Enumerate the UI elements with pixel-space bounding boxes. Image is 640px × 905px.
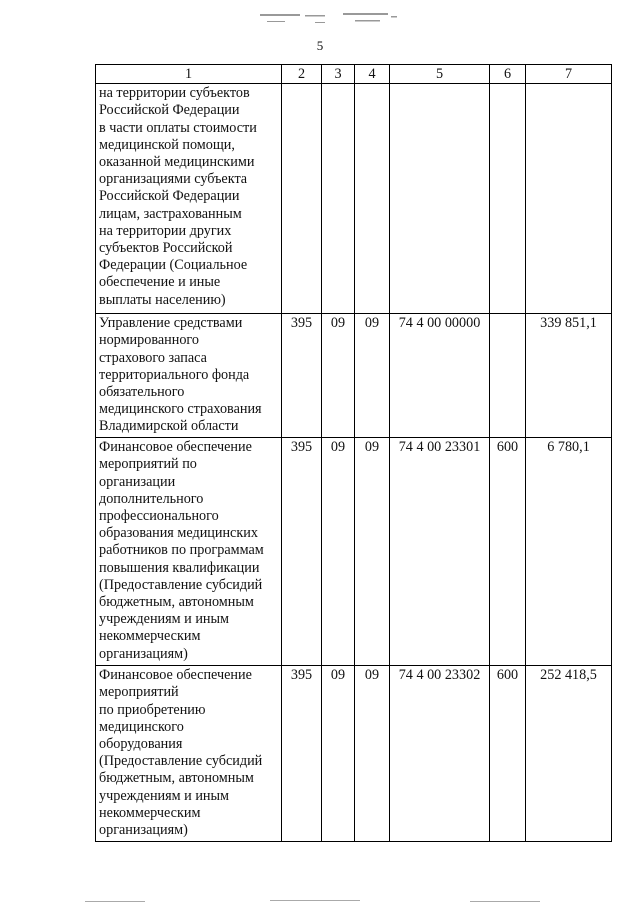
description-line: на территории других (99, 222, 232, 239)
cell-admin-code: 395 (282, 438, 322, 666)
description-line: организациями субъекта (99, 171, 248, 188)
description-line: организации (99, 473, 176, 490)
cell-target-article: 74 4 00 00000 (390, 314, 490, 438)
cell-admin-code: 395 (282, 666, 322, 842)
cell-subsection: 09 (355, 666, 390, 842)
description-line: мероприятий по (99, 456, 197, 473)
cell-expense-type: 600 (490, 666, 526, 842)
description-line: выплаты населению) (99, 291, 226, 308)
description-line: (Предоставление субсидий (99, 753, 263, 770)
header-cell: 3 (322, 65, 355, 84)
cell-subsection: 09 (355, 314, 390, 438)
description-line: субъектов Российской (99, 240, 233, 257)
description-line: учреждениям и иным (99, 787, 230, 804)
description-line: некоммерческим (99, 628, 201, 645)
description-line: на территории субъектов (99, 85, 250, 102)
description-line: оказанной медицинскими (99, 154, 255, 171)
description-line: по приобретению (99, 701, 206, 718)
cell-subsection (355, 84, 390, 314)
description-line: образования медицинских (99, 525, 258, 542)
description-line: бюджетным, автономным (99, 594, 254, 611)
cell-amount (526, 84, 612, 314)
cell-section: 09 (322, 438, 355, 666)
description-line: Управление средствами (99, 315, 243, 332)
row-description (96, 84, 282, 314)
description-line: работников по программам (99, 542, 264, 559)
cell-target-article (390, 84, 490, 314)
cell-subsection: 09 (355, 438, 390, 666)
cell-expense-type (490, 84, 526, 314)
budget-table (95, 64, 612, 842)
cell-expense-type (490, 314, 526, 438)
description-line: Федерации (Социальное (99, 257, 248, 274)
header-cell: 2 (282, 65, 322, 84)
cell-expense-type: 600 (490, 438, 526, 666)
table-row (96, 84, 612, 314)
description-line: учреждениям и иным (99, 611, 230, 628)
description-line: медицинского (99, 718, 184, 735)
description-line: Финансовое обеспечение (99, 667, 252, 684)
description-line: медицинского страхования (99, 401, 262, 418)
cell-section: 09 (322, 666, 355, 842)
description-line: дополнительного (99, 490, 204, 507)
description-line: мероприятий (99, 684, 179, 701)
description-line: обязательного (99, 384, 185, 401)
description-line: организациям) (99, 822, 188, 839)
description-line: некоммерческим (99, 804, 201, 821)
description-line: нормированного (99, 332, 199, 349)
description-line: лицам, застрахованным (99, 205, 242, 222)
cell-admin-code: 395 (282, 314, 322, 438)
header-cell: 5 (390, 65, 490, 84)
scan-edge-artifact (0, 897, 640, 905)
description-line: страхового запаса (99, 349, 207, 366)
description-line: (Предоставление субсидий (99, 576, 263, 593)
header-cell: 6 (490, 65, 526, 84)
cell-amount: 252 418,5 (526, 666, 612, 842)
table-row (96, 438, 612, 666)
header-cell: 4 (355, 65, 390, 84)
description-line: территориального фонда (99, 366, 250, 383)
description-line: профессионального (99, 508, 219, 525)
table-row (96, 666, 612, 842)
cell-section (322, 84, 355, 314)
row-description (96, 438, 282, 666)
description-line: Российской Федерации (99, 102, 240, 119)
description-line: оборудования (99, 736, 183, 753)
description-line: Российской Федерации (99, 188, 240, 205)
description-line: Владимирской области (99, 418, 239, 435)
cell-section: 09 (322, 314, 355, 438)
header-cell: 1 (96, 65, 282, 84)
description-line: обеспечение и иные (99, 274, 221, 291)
row-description (96, 666, 282, 842)
description-line: повышения квалификации (99, 559, 260, 576)
header-cell: 7 (526, 65, 612, 84)
table-header-row (96, 65, 612, 84)
cell-admin-code (282, 84, 322, 314)
description-line: медицинской помощи, (99, 136, 235, 153)
cell-target-article: 74 4 00 23302 (390, 666, 490, 842)
row-description (96, 314, 282, 438)
cell-target-article: 74 4 00 23301 (390, 438, 490, 666)
description-line: бюджетным, автономным (99, 770, 254, 787)
table-row (96, 314, 612, 438)
scan-artifact (255, 8, 405, 30)
cell-amount: 6 780,1 (526, 438, 612, 666)
description-line: организациям) (99, 645, 188, 662)
description-line: в части оплаты стоимости (99, 119, 257, 136)
description-line: Финансовое обеспечение (99, 439, 252, 456)
page-number: 5 (316, 38, 324, 53)
cell-amount: 339 851,1 (526, 314, 612, 438)
